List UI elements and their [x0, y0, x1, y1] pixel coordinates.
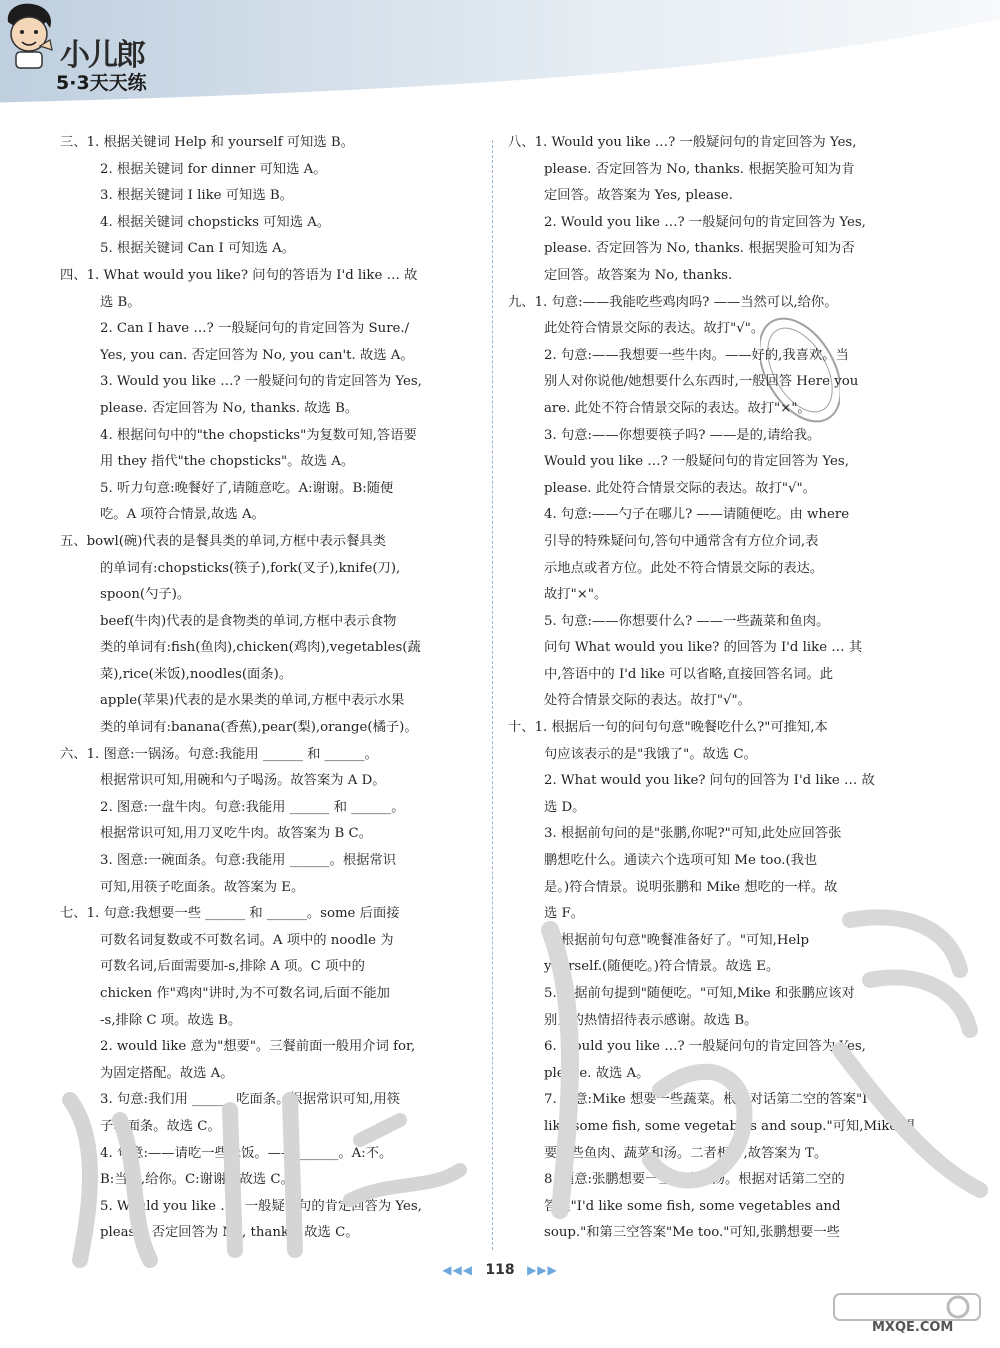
- answer-line: 菜),rice(米饭),noodles(面条)。: [100, 666, 293, 682]
- page-footer: [0, 1262, 1000, 1286]
- answer-line: 引导的特殊疑问句,答句中通常含有方位介词,表: [544, 533, 819, 549]
- answer-line: please. 否定回答为 No, thanks. 根据哭脸可知为否: [544, 241, 855, 257]
- answer-line: 示地点或者方位。此处不符合情景交际的表达。: [544, 560, 824, 576]
- page-number: 118: [485, 1262, 515, 1278]
- answer-line: are. 此处不符合情景交际的表达。故打"×"。: [544, 400, 811, 416]
- answer-line: 4. 根据问句中的"the chopsticks"为复数可知,答语要: [100, 427, 417, 443]
- answer-line: 类的单词有:fish(鱼肉),chicken(鸡肉),vegetables(蔬: [100, 640, 421, 656]
- right-answer-column: [508, 130, 916, 1247]
- answer-line: spoon(勺子)。: [100, 587, 191, 603]
- answer-line: 5. Would you like …? 一般疑问句的肯定回答为 Yes,: [100, 1198, 422, 1214]
- answer-line: 2. 句意:——我想要一些牛肉。——好的,我喜欢。当: [544, 347, 849, 363]
- answer-line: chicken 作"鸡肉"讲时,为不可数名词,后面不能加: [100, 986, 390, 1001]
- answer-line: apple(苹果)代表的是水果类的单词,方框中表示水果: [100, 693, 405, 709]
- answer-line: -s,排除 C 项。故选 B。: [100, 1012, 242, 1028]
- answer-line: 4. 根据前句句意"晚餐准备好了。"可知,Help: [544, 932, 810, 948]
- answer-line: 要一些鱼肉、蔬菜和汤。二者相符,故答案为 T。: [544, 1145, 828, 1161]
- answer-line: 五、bowl(碗)代表的是餐具类的单词,方框中表示餐具类: [60, 533, 386, 549]
- site-watermark-text: MXQE.COM: [872, 1320, 954, 1335]
- brand-subtitle: 5·3天天练: [56, 72, 147, 94]
- answer-line: 九、1. 句意:——我能吃些鸡肉吗? ——当然可以,给你。: [508, 294, 838, 310]
- answer-line: yourself.(随便吃。)符合情景。故选 E。: [544, 959, 780, 975]
- answer-line: 5. 根据前句提到"随便吃。"可知,Mike 和张鹏应该对: [544, 986, 855, 1001]
- answer-line: 7. 题意:Mike 想要一些蔬菜。根据对话第二空的答案"I'd: [544, 1092, 880, 1108]
- answer-line: 2. Can I have …? 一般疑问句的肯定回答为 Sure./: [100, 321, 410, 337]
- answer-line: 句应该表示的是"我饿了"。故选 C。: [544, 746, 757, 762]
- answer-line: Would you like …? 一般疑问句的肯定回答为 Yes,: [544, 454, 849, 470]
- answer-line: 根据常识可知,用碗和勺子喝汤。故答案为 A D。: [100, 773, 386, 789]
- answer-line: 吃。A 项符合情景,故选 A。: [100, 507, 265, 523]
- answer-line: 5. 根据关键词 Can I 可知选 A。: [100, 241, 296, 257]
- answer-line: 别人对你说他/她想要什么东西时,一般回答 Here you: [544, 374, 859, 390]
- prev-arrows-icon: ◀◀◀: [442, 1263, 473, 1277]
- answer-line: 2. 图意:一盘牛肉。句意:我能用 ______ 和 ______。: [100, 799, 405, 815]
- site-watermark: [832, 1290, 982, 1346]
- answer-line: 此处符合情景交际的表达。故打"√"。: [544, 321, 765, 337]
- answer-line: 2. What would you like? 问句的回答为 I'd like … 故: [544, 773, 875, 789]
- answer-line: 可数名词复数或不可数名词。A 项中的 noodle 为: [100, 932, 394, 948]
- answer-line: 3. 句意:我们用 ______ 吃面条。根据常识可知,用筷: [100, 1092, 401, 1108]
- answer-line: please. 此处符合情景交际的表达。故打"√"。: [544, 480, 816, 496]
- answer-line: 八、1. Would you like …? 一般疑问句的肯定回答为 Yes,: [508, 135, 857, 150]
- answer-line: 4. 句意:——请吃一些米饭。—— ______。A:不。: [100, 1145, 393, 1161]
- answer-line: 问句 What would you like? 的回答为 I'd like … 其: [544, 640, 863, 656]
- answer-line: 类的单词有:banana(香蕉),pear(梨),orange(橘子)。: [100, 720, 418, 736]
- column-divider: [492, 140, 493, 1250]
- answer-line: please. 否定回答为 No, thanks. 故选 C。: [100, 1225, 359, 1241]
- answer-line: 为固定搭配。故选 A。: [100, 1065, 234, 1081]
- answer-line: 3. 图意:一碗面条。句意:我能用 ______。根据常识: [100, 853, 397, 869]
- answer-line: 选 B。: [100, 294, 141, 310]
- answer-line: 六、1. 图意:一锅汤。句意:我能用 ______ 和 ______。: [60, 746, 378, 762]
- answer-line: 4. 根据关键词 chopsticks 可知选 A。: [100, 214, 331, 230]
- answer-line: 根据常识可知,用刀叉吃牛肉。故答案为 B C。: [100, 826, 372, 842]
- answer-line: 四、1. What would you like? 问句的答语为 I'd like … 故: [60, 267, 418, 283]
- answer-line: 2. 根据关键词 for dinner 可知选 A。: [100, 161, 327, 177]
- answer-line: 别人的热情招待表示感谢。故选 B。: [544, 1012, 758, 1028]
- left-answer-column: [60, 130, 478, 1247]
- answer-line: please. 否定回答为 No, thanks. 根据笑脸可知为肯: [544, 161, 855, 177]
- brand-title: 小儿郎: [60, 38, 144, 73]
- answer-line: 8. 题意:张鹏想要一些鱼肉和汤。根据对话第二空的: [544, 1172, 845, 1188]
- answer-line: 2. would like 意为"想要"。三餐前面一般用介词 for,: [100, 1039, 416, 1055]
- header-band: [0, 0, 1000, 108]
- site-logo-icon: [832, 1290, 982, 1324]
- answer-line: 5. 听力句意:晚餐好了,请随意吃。A:谢谢。B:随便: [100, 480, 394, 496]
- answer-line: 鹏想吃什么。通读六个选项可知 Me too.(我也: [544, 853, 818, 869]
- answer-line: beef(牛肉)代表的是食物类的单词,方框中表示食物: [100, 613, 397, 629]
- answer-line: 的单词有:chopsticks(筷子),fork(叉子),knife(刀),: [100, 560, 401, 576]
- answer-line: Yes, you can. 否定回答为 No, you can't. 故选 A。: [100, 347, 414, 363]
- answer-line: B:当然,给你。C:谢谢。故选 C。: [100, 1172, 294, 1188]
- answer-line: 选 D。: [544, 799, 586, 815]
- answer-line: please. 否定回答为 No, thanks. 故选 B。: [100, 400, 359, 416]
- answer-line: 处符合情景交际的表达。故打"√"。: [544, 693, 751, 709]
- page-header: [0, 0, 1000, 108]
- answer-line: 5. 句意:——你想要什么? ——一些蔬菜和鱼肉。: [544, 613, 830, 629]
- answer-line: 3. Would you like …? 一般疑问句的肯定回答为 Yes,: [100, 374, 422, 390]
- answer-line: 子吃面条。故选 C。: [100, 1118, 221, 1134]
- mascot-icon: [0, 0, 58, 70]
- answer-line: 定回答。故答案为 Yes, please.: [544, 188, 733, 204]
- answer-line: please. 故选 A。: [544, 1065, 650, 1081]
- answer-line: 6. Would you like …? 一般疑问句的肯定回答为 Yes,: [544, 1039, 866, 1055]
- answer-line: soup."和第三空答案"Me too."可知,张鹏想要一些: [544, 1225, 840, 1241]
- answer-line: 答案"I'd like some fish, some vegetables and: [544, 1198, 841, 1214]
- answer-line: 用 they 指代"the chopsticks"。故选 A。: [100, 454, 355, 470]
- answer-line: like some fish, some vegetables and soup."可知,Mike 想: [544, 1118, 915, 1134]
- next-arrows-icon: ▶▶▶: [527, 1263, 558, 1277]
- answer-line: 中,答语中的 I'd like 可以省略,直接回答名词。此: [544, 666, 834, 682]
- answer-line: 七、1. 句意:我想要一些 ______ 和 ______。some 后面接: [60, 906, 400, 922]
- answer-line: 3. 句意:——你想要筷子吗? ——是的,请给我。: [544, 427, 821, 443]
- answer-line: 可知,用筷子吃面条。故答案为 E。: [100, 879, 305, 895]
- answer-line: 定回答。故答案为 No, thanks.: [544, 267, 733, 283]
- answer-line: 三、1. 根据关键词 Help 和 yourself 可知选 B。: [60, 135, 354, 150]
- answer-line: 十、1. 根据后一句的问句句意"晚餐吃什么?"可推知,本: [508, 720, 828, 736]
- answer-line: 故打"×"。: [544, 587, 608, 603]
- answer-line: 4. 句意:——勺子在哪儿? ——请随便吃。由 where: [544, 507, 850, 523]
- answer-line: 选 F。: [544, 906, 585, 922]
- answer-line: 3. 根据关键词 I like 可知选 B。: [100, 188, 293, 204]
- answer-line: 可数名词,后面需要加-s,排除 A 项。C 项中的: [100, 959, 365, 975]
- answer-line: 2. Would you like …? 一般疑问句的肯定回答为 Yes,: [544, 214, 866, 230]
- answer-line: 3. 根据前句问的是"张鹏,你呢?"可知,此处应回答张: [544, 826, 842, 842]
- answer-line: 是。)符合情景。说明张鹏和 Mike 想吃的一样。故: [544, 879, 838, 895]
